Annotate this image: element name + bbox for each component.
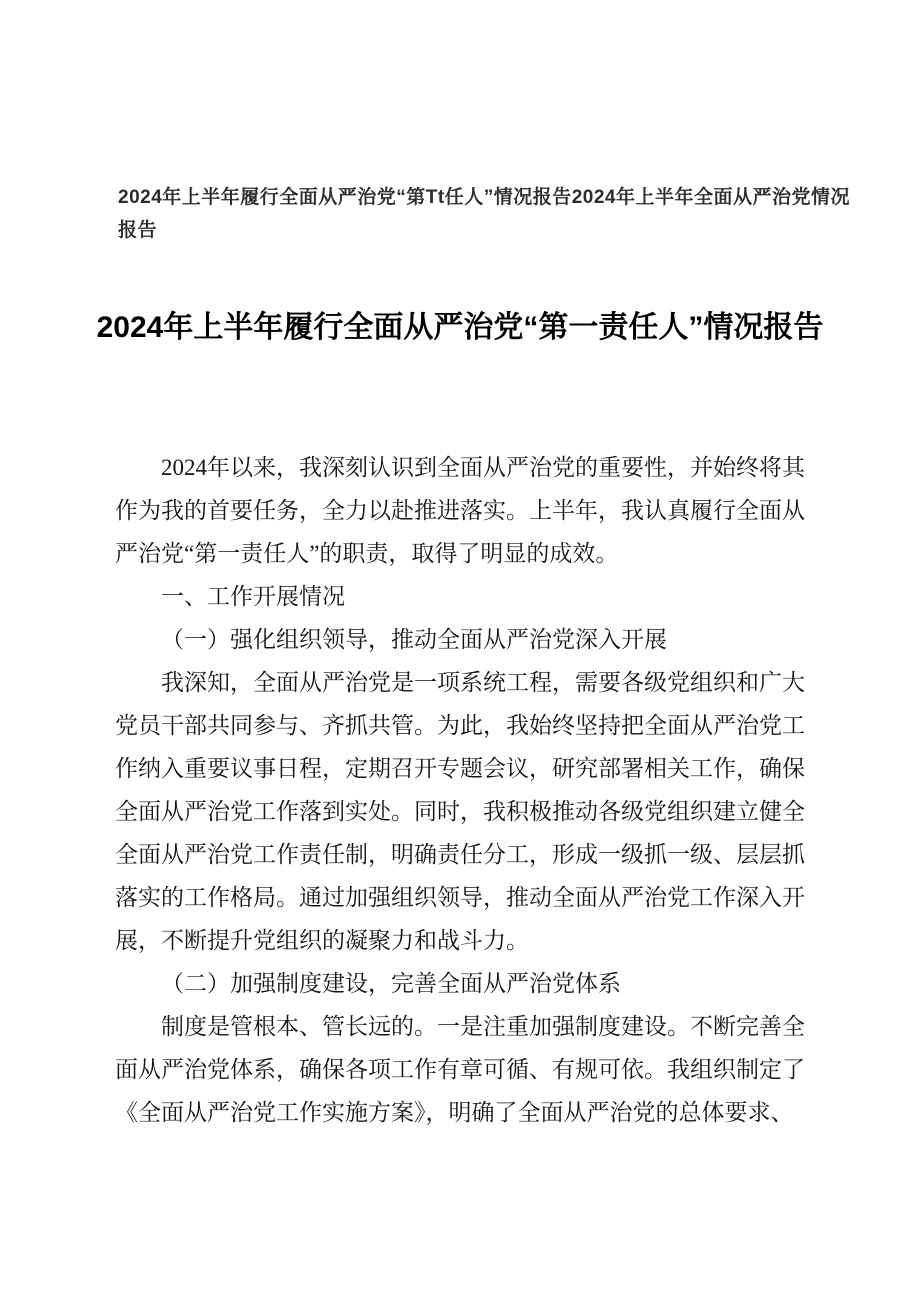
subsection-heading-1-2: （二）加强制度建设，完善全面从严治党体系 bbox=[161, 971, 621, 996]
paragraph-1-1: 我深知，全面从严治党是一项系统工程，需要各级党组织和广大党员干部共同参与、齐抓共管。为此，我始终坚持把全面从严治党工作纳入重要议事日程，定期召开专题会议，研究部署相关工作，确保全面从严治党工作落到实处。同时，我积极推动各级党组织建立健全全面从严治党工作责任制，明确责任分工，形成一级抓一级、层层抓落实的工作格局。通过加强组织领导，推动全面从严治党工作深入开展，不断提升党组织的凝聚力和战斗力。 bbox=[115, 670, 805, 953]
paragraph-1-2: 制度是管根本、管长远的。一是注重加强制度建设。不断完善全面从严治党体系，确保各项工作有章可循、有规可依。我组织制定了《全面从严治党工作实施方案》，明确了全面从严治党的总体要求、 bbox=[115, 1014, 805, 1125]
page-title: 2024年上半年履行全面从严治党“第一责任人”情况报告 bbox=[96, 311, 824, 344]
subsection-heading-1-1: （一）强化组织领导，推动全面从严治党深入开展 bbox=[161, 627, 667, 652]
section-heading-1: 一、工作开展情况 bbox=[161, 584, 345, 609]
document-body bbox=[115, 446, 805, 1134]
document-header-note: 2024年上半年履行全面从严治党“第Tt任人”情况报告2024年上半年全面从严治党情况报告 bbox=[118, 187, 850, 241]
intro-paragraph: 2024年以来，我深刻认识到全面从严治党的重要性，并始终将其作为我的首要任务，全力以赴推进落实。上半年，我认真履行全面从严治党“第一责任人”的职责，取得了明显的成效。 bbox=[115, 455, 805, 566]
